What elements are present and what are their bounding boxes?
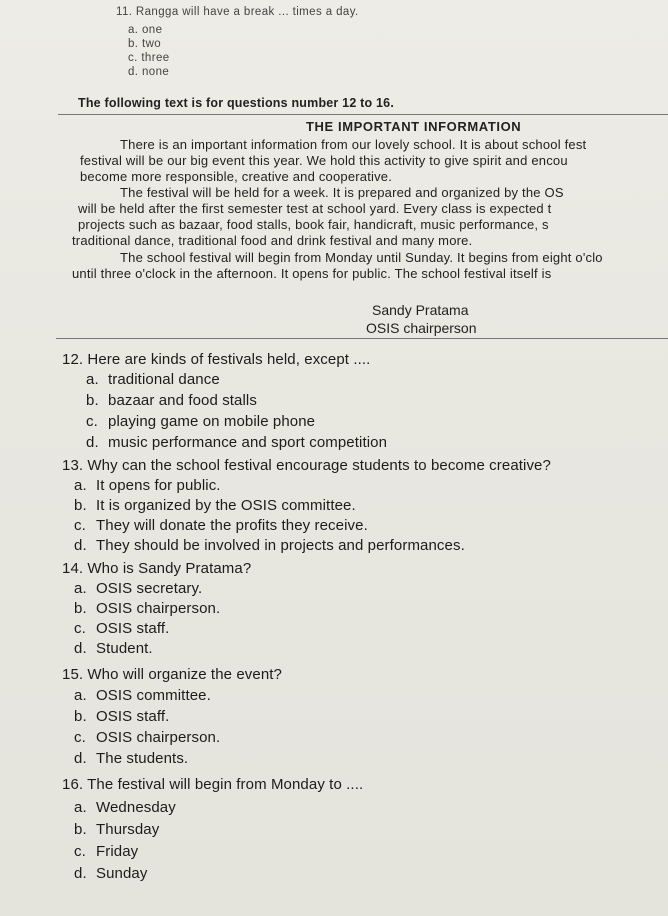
- option-text: It is organized by the OSIS committee.: [96, 497, 356, 514]
- q15-option-c: [74, 729, 220, 746]
- q12-option-c: [86, 413, 315, 430]
- q14-option-c: [74, 620, 169, 637]
- q11-option-c: c. three: [128, 52, 170, 64]
- option-text: Friday: [96, 843, 139, 860]
- passage-title: THE IMPORTANT INFORMATION: [306, 119, 522, 134]
- q15-option-d: [74, 750, 188, 767]
- option-text: traditional dance: [108, 371, 220, 388]
- q14-option-b: [74, 600, 220, 617]
- option-label: c.: [74, 729, 86, 746]
- q11-option-a: a. one: [128, 24, 163, 36]
- q12-option-b: [86, 392, 257, 409]
- signature-title: OSIS chairperson: [366, 320, 477, 336]
- q13-option-a: [74, 477, 221, 494]
- q15-option-b: [74, 708, 169, 725]
- q14-option-a: [74, 580, 202, 597]
- q13-option-d: [74, 537, 465, 554]
- option-label: b.: [74, 600, 87, 617]
- q15-option-a: [74, 687, 211, 704]
- option-text: They should be involved in projects and performances.: [96, 537, 465, 554]
- option-label: d.: [74, 537, 87, 554]
- passage-top-rule: [58, 114, 668, 115]
- passage-line-7: traditional dance, traditional food and drink festival and many more.: [72, 233, 473, 248]
- passage-line-4: The festival will be held for a week. It is prepared and organized by the OS: [120, 185, 564, 200]
- option-text: OSIS committee.: [96, 687, 211, 704]
- option-label: b.: [74, 497, 87, 514]
- option-label: a.: [74, 799, 87, 816]
- passage-line-3: become more responsible, creative and cooperative.: [80, 169, 393, 184]
- q16-stem: 16. The festival will begin from Monday to ....: [62, 776, 364, 793]
- option-label: c.: [74, 517, 86, 534]
- option-text: playing game on mobile phone: [108, 413, 316, 430]
- option-text: OSIS chairperson.: [96, 600, 221, 617]
- option-label: c.: [74, 620, 86, 637]
- option-text: OSIS secretary.: [96, 580, 203, 597]
- passage-line-2: festival will be our big event this year. We hold this activity to give spirit and encou: [80, 153, 568, 168]
- option-label: a.: [74, 687, 87, 704]
- option-text: music performance and sport competition: [108, 434, 388, 451]
- q16-option-b: [74, 821, 159, 838]
- option-text: bazaar and food stalls: [108, 392, 257, 409]
- q11-option-d: d. none: [128, 66, 170, 78]
- passage-line-8: The school festival will begin from Monday until Sunday. It begins from eight o'clo: [120, 250, 603, 265]
- q13-option-b: [74, 497, 356, 514]
- option-text: Sunday: [96, 865, 148, 882]
- option-label: a.: [74, 477, 87, 494]
- q12-stem: 12. Here are kinds of festivals held, except ....: [62, 351, 371, 368]
- passage-line-1: There is an important information from our lovely school. It is about school fest: [120, 137, 587, 152]
- option-text: OSIS staff.: [96, 620, 170, 637]
- option-label: b.: [74, 708, 87, 725]
- option-text: Thursday: [96, 821, 160, 838]
- option-label: b.: [74, 821, 87, 838]
- option-label: a.: [86, 371, 99, 388]
- option-text: The students.: [96, 750, 189, 767]
- q12-option-a: [86, 371, 220, 388]
- q12-option-d: [86, 434, 387, 451]
- q13-option-c: [74, 517, 368, 534]
- option-label: d.: [74, 750, 87, 767]
- option-text: Student.: [96, 640, 153, 657]
- passage-bottom-rule: [56, 338, 668, 339]
- q11-option-b: b. two: [128, 38, 162, 50]
- passage-intro: The following text is for questions number 12 to 16.: [78, 96, 394, 110]
- q14-option-d: [74, 640, 153, 657]
- q11-stem: 11. Rangga will have a break ... times a day.: [116, 6, 359, 18]
- q16-option-a: [74, 799, 176, 816]
- q16-option-c: [74, 843, 138, 860]
- option-label: b.: [86, 392, 99, 409]
- option-text: OSIS staff.: [96, 708, 170, 725]
- passage-line-9: until three o'clock in the afternoon. It opens for public. The school festival itself is: [72, 266, 552, 281]
- option-text: Wednesday: [96, 799, 176, 816]
- q14-stem: 14. Who is Sandy Pratama?: [62, 560, 252, 577]
- passage-line-6: projects such as bazaar, food stalls, book fair, handicraft, music performance, s: [78, 217, 549, 232]
- signature-name: Sandy Pratama: [372, 302, 469, 318]
- q15-stem: 15. Who will organize the event?: [62, 666, 282, 683]
- q13-stem: 13. Why can the school festival encourage students to become creative?: [62, 457, 551, 474]
- option-text: OSIS chairperson.: [96, 729, 221, 746]
- option-label: d.: [86, 434, 99, 451]
- passage-line-5: will be held after the first semester test at school yard. Every class is expected t: [78, 201, 552, 216]
- option-text: They will donate the profits they receive.: [96, 517, 368, 534]
- option-label: d.: [74, 865, 87, 882]
- option-text: It opens for public.: [96, 477, 221, 494]
- option-label: d.: [74, 640, 87, 657]
- option-label: c.: [86, 413, 98, 430]
- q16-option-d: [74, 865, 147, 882]
- option-label: a.: [74, 580, 87, 597]
- option-label: c.: [74, 843, 86, 860]
